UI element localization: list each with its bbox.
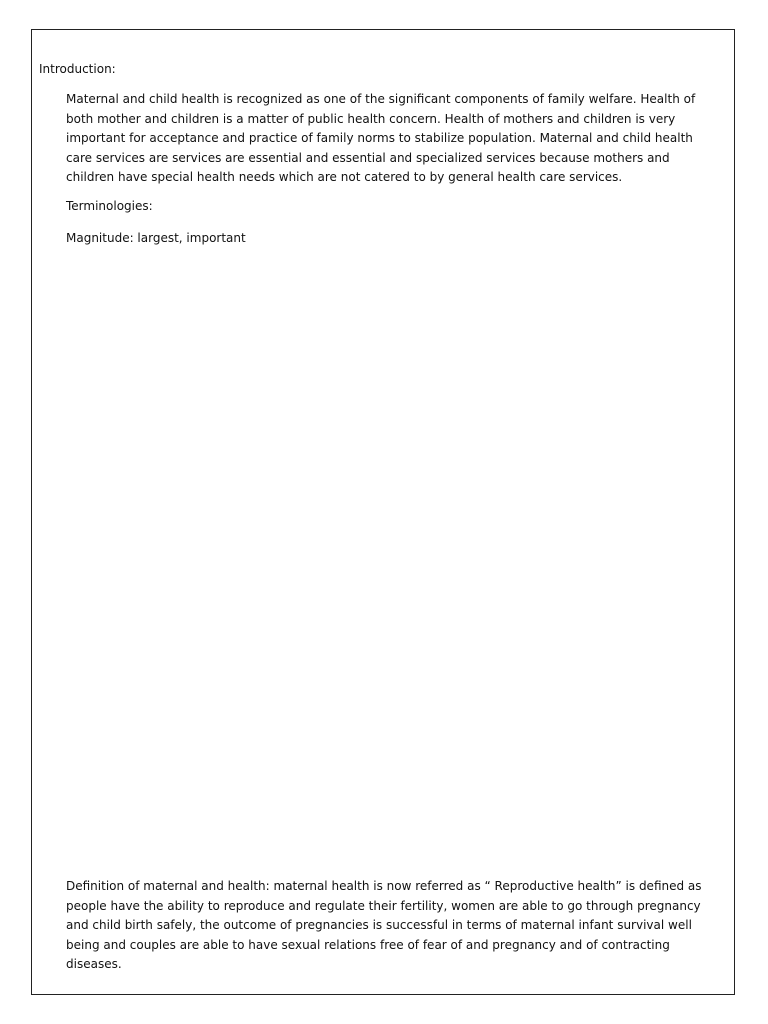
introduction-heading: Introduction: bbox=[39, 62, 116, 76]
magnitude-line: Magnitude: largest, important bbox=[66, 231, 246, 245]
definition-paragraph: Definition of maternal and health: maternal health is now referred as “ Reproductive health” is defined as people have the ability to reproduce and regulate their fertility, women are able to go through pregnancy and child birth safely, the outcome of pregnancies is successful in terms of maternal infant survival well being and couples are able to have sexual relations free of fear of and pregnancy and of contracting diseases. bbox=[66, 879, 702, 971]
terminologies-label: Terminologies: bbox=[66, 199, 153, 213]
introduction-paragraph: Maternal and child health is recognized as one of the significant components of family welfare. Health of both mother and children is a matter of public health concern. Health of mothers and children is very important for acceptance and practice of family norms to stabilize population. Maternal and child health care services are services are essential and essential and specialized services because mothers and children have special health needs which are not catered to by general health care services. bbox=[66, 92, 696, 184]
